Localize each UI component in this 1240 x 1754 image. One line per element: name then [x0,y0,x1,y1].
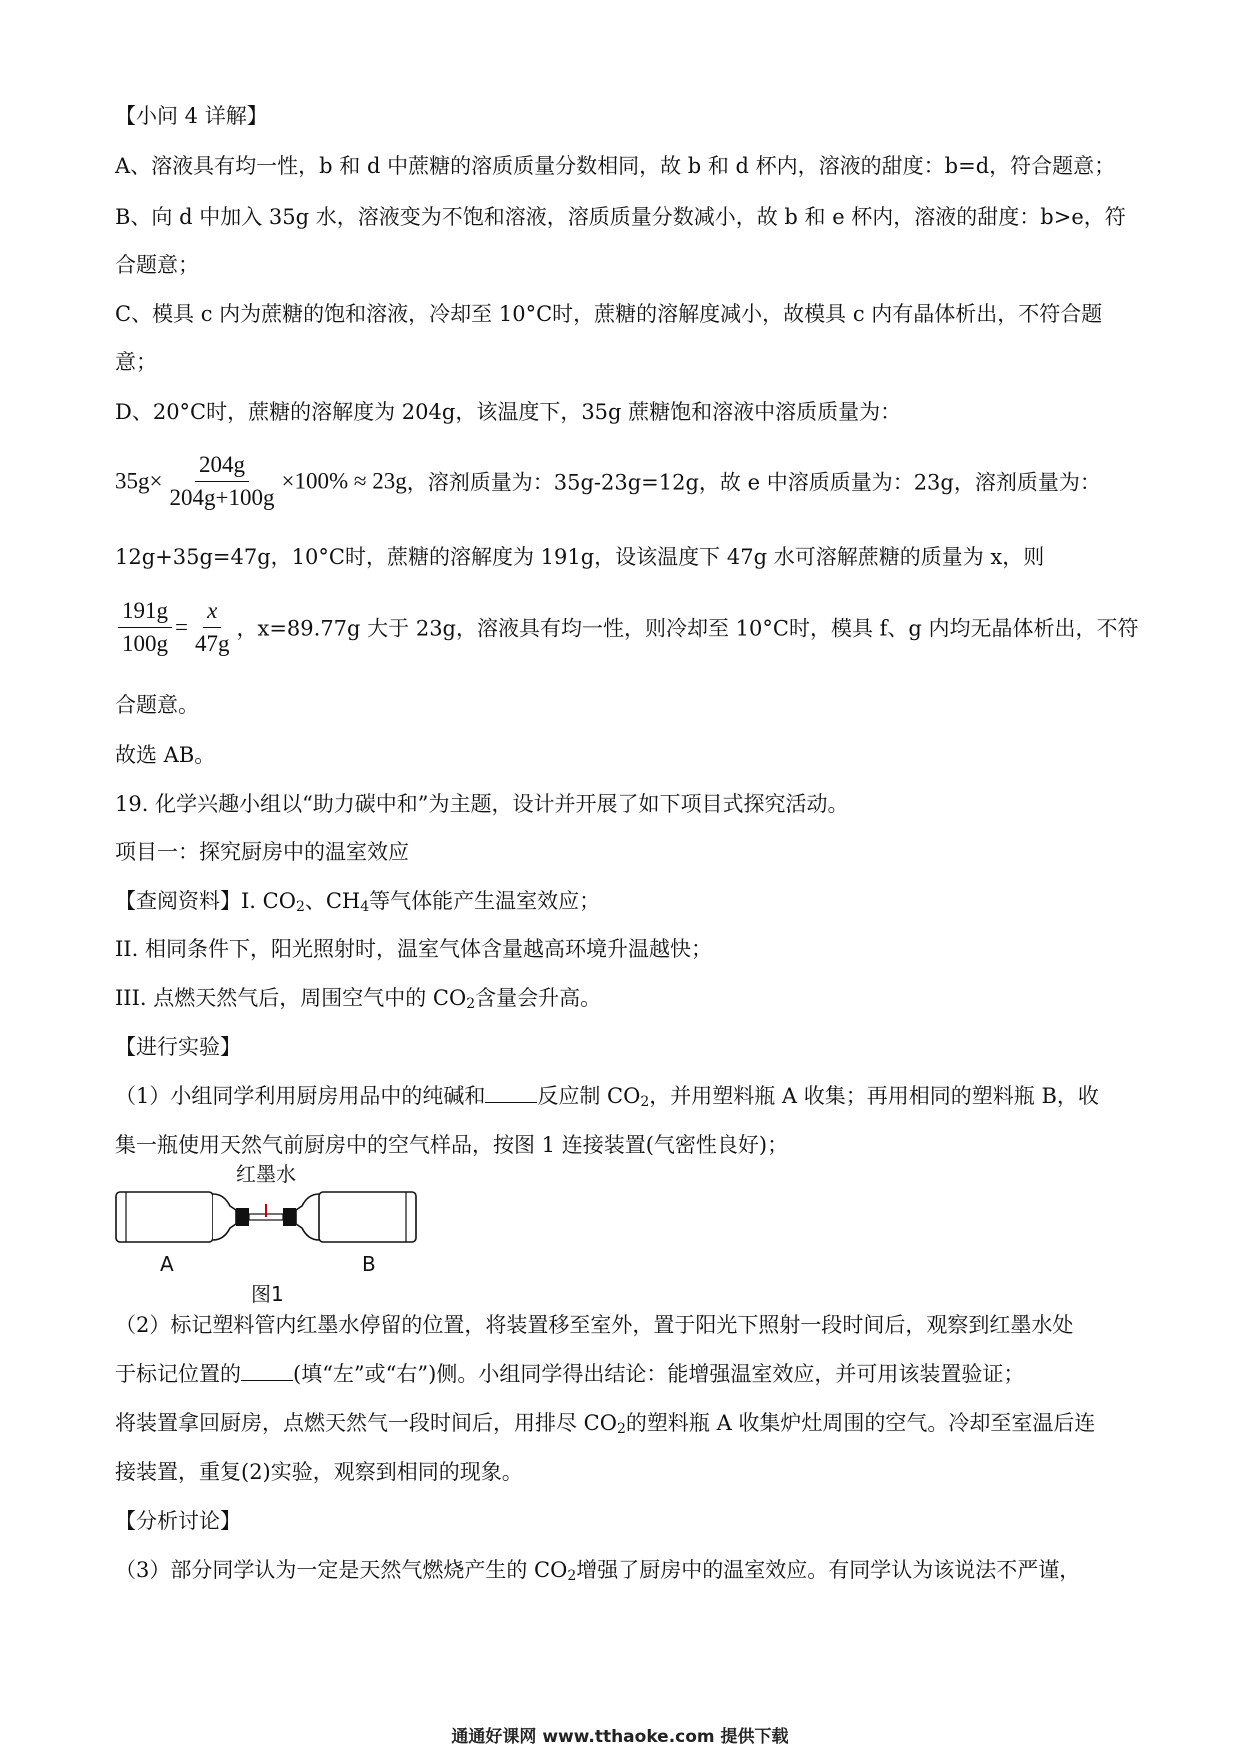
red-ink-label: 红墨水 [236,1162,296,1186]
formula-1: 35g× $\frac{204g}{204g+100g}$ ×100% ≈ 23g，溶剂质量为：35g-23g=12g，故 e 中溶质质量为：23g，溶剂质量为： [115,452,1101,510]
reference-line-3: III. 点燃天然气后，周围空气中的 $CO_2$含量会升高。 [115,986,602,1012]
bottle-a [116,1192,213,1242]
step-2-text: （2）标记塑料管内红墨水停留的位置，将装置移至室外，置于阳光下照射一段时间后，观察到红墨水处 [115,1313,1074,1337]
question-19-intro: 19. 化学兴趣小组以“助力碳中和”为主题，设计并开展了如下项目式探究活动。 [115,792,849,816]
option-b-text-cont: 合题意； [115,253,199,277]
reference-line-2: II. 相同条件下，阳光照射时，温室气体含量越高环境升温越快； [115,937,712,961]
answer-text: 故选 AB。 [115,743,216,767]
experiment-heading: 【进行实验】 [115,1035,241,1059]
bottle-b [319,1192,416,1242]
option-c-text-cont: 意； [115,350,157,374]
step-1-text-cont: 集一瓶使用天然气前厨房中的空气样品，按图 1 连接装置(气密性良好)； [115,1133,789,1157]
answer-blank-2[interactable] [241,1362,293,1381]
stopper-right [283,1208,296,1226]
figure-caption: 图1 [251,1282,284,1306]
bottle-b-label: B [362,1252,376,1276]
reference-line-1: 【查阅资料】I. $CO_2$、$CH_4$等气体能产生温室效应； [115,889,601,915]
step-3-text: （3）部分同学认为一定是天然气燃烧产生的 $CO_2$增强了厨房中的温室效应。有同学认为该说法不严谨， [115,1558,1081,1584]
formula-2: $\frac{191g}{100g}$ = $\frac{x}{47g}$ ，x=89.77g 大于 23g，溶液具有均一性，则冷却至 10°C时，模具 f、g 内均无晶体析出，不符 [115,598,1139,657]
section-heading: 【小问 4 详解】 [115,104,268,128]
project-one-title: 项目一：探究厨房中的温室效应 [115,840,409,864]
discussion-heading: 【分析讨论】 [115,1509,241,1533]
option-d-text-3: 12g+35g=47g，10°C时，蔗糖的溶解度为 191g，设该温度下 47g 水可溶解蔗糖的质量为 x，则 [115,545,1045,569]
stopper-left [236,1208,249,1226]
bottle-a-label: A [160,1252,174,1276]
step-1-text: （1）小组同学利用厨房用品中的纯碱和 反应制 $CO_2$，并用塑料瓶 A 收集；再用相同的塑料瓶 B，收 [115,1084,1099,1110]
figure-1-apparatus [108,1162,428,1306]
step-2-text-3: 将装置拿回厨房，点燃天然气一段时间后，用排尽 $CO_2$的塑料瓶 A 收集炉灶周围的空气。冷却至室温后连 [115,1411,1096,1437]
option-b-text: B、向 d 中加入 35g 水，溶液变为不饱和溶液，溶质质量分数减小，故 b 和 e 杯内，溶液的甜度：b>e，符 [115,205,1126,229]
bottle-apparatus-diagram [108,1178,428,1288]
option-a-text: A、溶液具有均一性，b 和 d 中蔗糖的溶质质量分数相同，故 b 和 d 杯内，溶液的甜度：b=d，符合题意； [115,154,1116,178]
footer-watermark: 通通好课网 www.tthaoke.com 提供下载 [451,1727,789,1747]
step-2-text-4: 接装置，重复(2)实验，观察到相同的现象。 [115,1460,523,1484]
option-c-text: C、模具 c 内为蔗糖的饱和溶液，冷却至 10°C时，蔗糖的溶解度减小，故模具 c 内有晶体析出，不符合题 [115,302,1103,326]
step-2-text-2: 于标记位置的 (填“左”或“右”)侧。小组同学得出结论：能增强温室效应，并可用该装置验证； [115,1362,1025,1386]
answer-blank[interactable] [485,1084,537,1103]
option-d-text: D、20°C时，蔗糖的溶解度为 204g，该温度下，35g 蔗糖饱和溶液中溶质质量为： [115,400,902,424]
option-d-text-5: 合题意。 [115,693,199,717]
